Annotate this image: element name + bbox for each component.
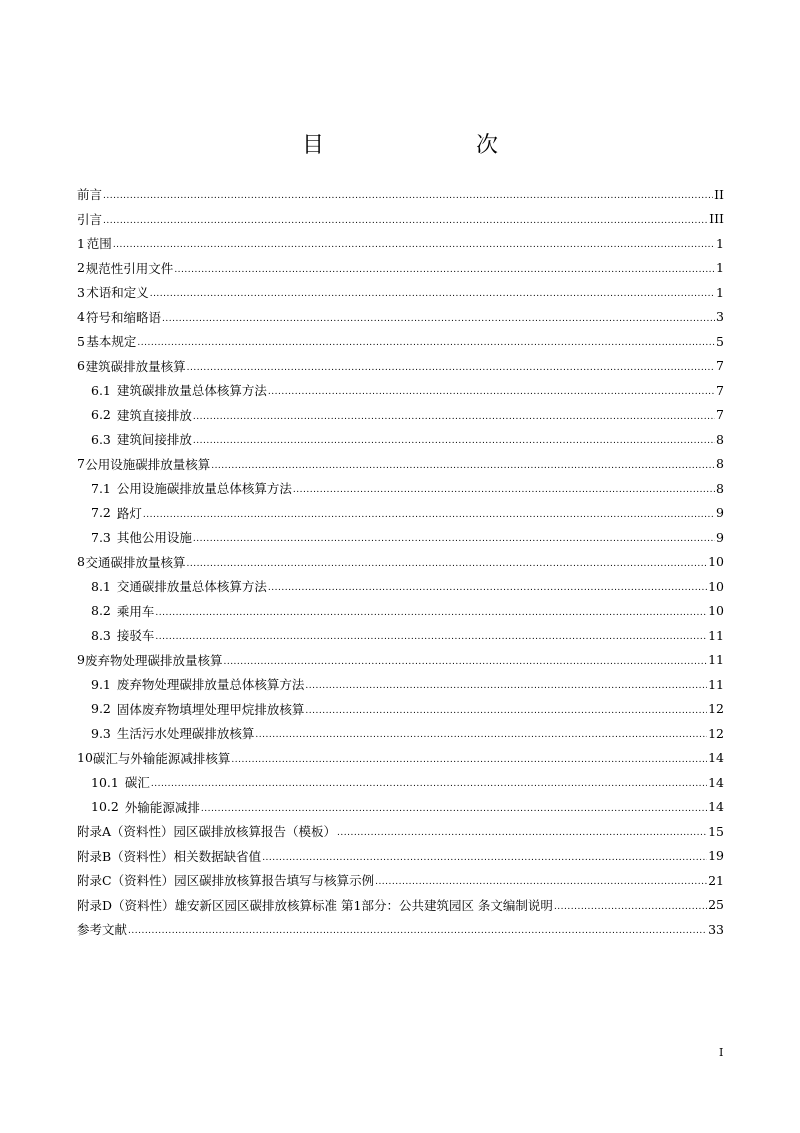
toc-subsection-entry[interactable] <box>77 721 724 746</box>
toc-dot-leader <box>255 730 707 740</box>
toc-entry-page-number: 3 <box>716 309 724 325</box>
toc-dot-leader <box>150 289 715 299</box>
toc-entry-number: 4 <box>77 309 85 325</box>
toc-dot-leader <box>186 559 707 569</box>
toc-dot-leader <box>193 412 715 422</box>
toc-entry-number: 9.1 <box>91 676 111 692</box>
toc-dot-leader <box>305 706 707 716</box>
toc-subsection-entry[interactable] <box>77 672 724 697</box>
toc-entry-title: 生活污水处理碳排放核算 <box>116 726 255 742</box>
toc-entry-page-number: 14 <box>708 774 724 790</box>
toc-entry-page-number: 33 <box>708 921 724 937</box>
page-number: I <box>719 1046 724 1059</box>
toc-entry-page-number: 10 <box>708 578 724 594</box>
toc-entry-page-number: 7 <box>716 358 724 374</box>
toc-section-entry[interactable] <box>77 648 724 673</box>
toc-entry-title: 建筑直接排放 <box>116 407 192 423</box>
toc-entry-title: 参考文献 <box>77 922 128 938</box>
toc-section-entry[interactable] <box>77 231 724 256</box>
toc-entry-number: 8.3 <box>91 627 111 643</box>
toc-entry-title: 交通碳排放量总体核算方法 <box>116 579 267 595</box>
toc-section-entry[interactable] <box>77 844 724 869</box>
toc-entry-number: 7.1 <box>91 480 111 496</box>
toc-entry-title: 路灯 <box>116 505 142 521</box>
toc-entry-number: 6.2 <box>91 407 111 423</box>
toc-dot-leader <box>137 338 715 348</box>
toc-entry-number: 10.2 <box>91 799 119 815</box>
toc-entry-title: 公用设施碳排放量总体核算方法 <box>116 481 292 497</box>
toc-dot-leader <box>162 314 715 324</box>
toc-section-entry[interactable] <box>77 917 724 942</box>
toc-entry-title: 废弃物处理碳排放量核算 <box>84 652 223 668</box>
toc-entry-title: 引言 <box>77 211 103 227</box>
toc-entry-title: 公用设施碳排放量核算 <box>85 456 211 472</box>
toc-subsection-entry[interactable] <box>77 403 724 428</box>
toc-entry-number: 6.1 <box>91 382 111 398</box>
toc-entry-page-number: 8 <box>716 456 724 472</box>
toc-dot-leader <box>201 804 707 814</box>
toc-dot-leader <box>262 853 707 863</box>
toc-dot-leader <box>554 902 707 912</box>
toc-section-entry[interactable] <box>77 329 724 354</box>
toc-subsection-entry[interactable] <box>77 697 724 722</box>
toc-dot-leader <box>193 534 715 544</box>
toc-entry-number: 3 <box>77 284 85 300</box>
toc-entry-page-number: 1 <box>716 284 724 300</box>
toc-subsection-entry[interactable] <box>77 378 724 403</box>
toc-entry-title: 范围 <box>86 236 112 252</box>
toc-entry-page-number: 9 <box>716 529 724 545</box>
toc-entry-number: 9.3 <box>91 725 111 741</box>
toc-section-entry[interactable] <box>77 893 724 918</box>
toc-entry-page-number: 11 <box>708 652 724 668</box>
toc-section-entry[interactable] <box>77 819 724 844</box>
toc-entry-number: 6 <box>77 358 85 374</box>
toc-entry-number: 5 <box>77 333 85 349</box>
toc-entry-number: 2 <box>77 260 85 276</box>
toc-entry-page-number: 7 <box>716 407 724 423</box>
toc-subsection-entry[interactable] <box>77 770 724 795</box>
toc-entry-title: 固体废弃物填埋处理甲烷排放核算 <box>116 701 305 717</box>
toc-dot-leader <box>268 387 715 397</box>
toc-entry-page-number: 14 <box>708 799 724 815</box>
toc-entry-number: 7 <box>77 456 85 472</box>
toc-entry-number: 7.3 <box>91 529 111 545</box>
toc-subsection-entry[interactable] <box>77 599 724 624</box>
toc-section-entry[interactable] <box>77 354 724 379</box>
toc-entry-title: 符号和缩略语 <box>85 309 161 325</box>
toc-dot-leader <box>174 265 715 275</box>
toc-subsection-entry[interactable] <box>77 795 724 820</box>
toc-subsection-entry[interactable] <box>77 501 724 526</box>
toc-entry-title: 附录D（资料性）雄安新区园区碳排放核算标准 第1部分：公共建筑园区 条文编制说明 <box>77 897 553 913</box>
toc-entry-title: 规范性引用文件 <box>85 260 174 276</box>
page-title: 目 次 <box>301 133 534 158</box>
toc-dot-leader <box>187 363 715 373</box>
toc-subsection-entry[interactable] <box>77 476 724 501</box>
toc-entry-page-number: 7 <box>716 382 724 398</box>
toc-subsection-entry[interactable] <box>77 574 724 599</box>
toc-entry-page-number: II <box>714 186 724 202</box>
toc-entry-page-number: 14 <box>708 750 724 766</box>
toc-dot-leader <box>155 608 707 618</box>
toc-entry-title: 前言 <box>77 187 103 203</box>
toc-section-entry[interactable] <box>77 207 724 232</box>
toc-entry-page-number: 8 <box>716 480 724 496</box>
toc-entry-title: 建筑碳排放量总体核算方法 <box>116 383 267 399</box>
toc-dot-leader <box>268 583 707 593</box>
toc-entry-number: 10 <box>77 750 93 766</box>
toc-entry-title: 碳汇与外输能源减排核算 <box>92 750 231 766</box>
toc-entry-title: 基本规定 <box>86 334 137 350</box>
toc-entry-title: 接驳车 <box>116 628 155 644</box>
toc-section-entry[interactable] <box>77 746 724 771</box>
toc-entry-page-number: 12 <box>708 701 724 717</box>
toc-entry-page-number: 12 <box>708 725 724 741</box>
toc-dot-leader <box>143 510 715 520</box>
toc-entry-number: 8.1 <box>91 578 111 594</box>
toc-entry-number: 8.2 <box>91 603 111 619</box>
toc-dot-leader <box>211 461 715 471</box>
toc-entry-title: 其他公用设施 <box>116 530 192 546</box>
toc-section-entry[interactable] <box>77 256 724 281</box>
toc-dot-leader <box>337 828 707 838</box>
toc-section-entry[interactable] <box>77 868 724 893</box>
toc-entry-number: 1 <box>77 235 85 251</box>
toc-entry-title: 建筑碳排放量核算 <box>85 358 186 374</box>
toc-entry-page-number: III <box>709 211 724 227</box>
toc-entry-number: 8 <box>77 554 85 570</box>
toc-entry-page-number: 10 <box>708 603 724 619</box>
toc-entry-page-number: 11 <box>708 676 724 692</box>
toc-entry-page-number: 1 <box>716 235 724 251</box>
toc-entry-title: 附录A（资料性）园区碳排放核算报告（模板） <box>77 824 337 840</box>
toc-entry-page-number: 10 <box>708 554 724 570</box>
toc-dot-leader <box>103 216 708 226</box>
toc-section-entry[interactable] <box>77 305 724 330</box>
toc-section-entry[interactable] <box>77 280 724 305</box>
toc-entry-number: 6.3 <box>91 431 111 447</box>
toc-section-entry[interactable] <box>77 550 724 575</box>
toc-section-entry[interactable] <box>77 452 724 477</box>
toc-entry-title: 废弃物处理碳排放量总体核算方法 <box>116 677 305 693</box>
toc-entry-title: 外输能源减排 <box>124 799 200 815</box>
toc-subsection-entry[interactable] <box>77 427 724 452</box>
toc-subsection-entry[interactable] <box>77 623 724 648</box>
toc-entry-title: 建筑间接排放 <box>116 432 192 448</box>
toc-entry-number: 7.2 <box>91 505 111 521</box>
toc-entry-page-number: 5 <box>716 333 724 349</box>
toc-entry-page-number: 25 <box>708 897 724 913</box>
toc-subsection-entry[interactable] <box>77 525 724 550</box>
toc-entry-title: 交通碳排放量核算 <box>85 554 186 570</box>
toc-dot-leader <box>293 485 715 495</box>
toc-entry-title: 碳汇 <box>124 775 150 791</box>
toc-dot-leader <box>151 779 707 789</box>
toc-entry-page-number: 1 <box>716 260 724 276</box>
toc-entry-page-number: 8 <box>716 431 724 447</box>
toc-entry-page-number: 11 <box>708 627 724 643</box>
toc-dot-leader <box>128 926 707 936</box>
toc-entry-page-number: 15 <box>708 823 724 839</box>
toc-entry-page-number: 9 <box>716 505 724 521</box>
toc-dot-leader <box>231 755 707 765</box>
toc-entry-number: 10.1 <box>91 774 119 790</box>
table-of-contents <box>77 182 724 942</box>
toc-dot-leader <box>103 191 713 201</box>
toc-entry-page-number: 21 <box>708 872 724 888</box>
toc-dot-leader <box>223 657 707 667</box>
toc-entry-title: 附录B（资料性）相关数据缺省值 <box>77 848 262 864</box>
toc-entry-page-number: 19 <box>708 848 724 864</box>
toc-entry-number: 9 <box>77 652 85 668</box>
toc-entry-number: 9.2 <box>91 701 111 717</box>
toc-dot-leader <box>375 877 707 887</box>
toc-entry-title: 术语和定义 <box>86 285 149 301</box>
toc-dot-leader <box>155 632 707 642</box>
toc-dot-leader <box>113 240 715 250</box>
toc-entry-title: 附录C（资料性）园区碳排放核算报告填写与核算示例 <box>77 873 375 889</box>
toc-entry-title: 乘用车 <box>116 603 155 619</box>
toc-dot-leader <box>305 681 707 691</box>
toc-dot-leader <box>193 436 715 446</box>
toc-section-entry[interactable] <box>77 182 724 207</box>
